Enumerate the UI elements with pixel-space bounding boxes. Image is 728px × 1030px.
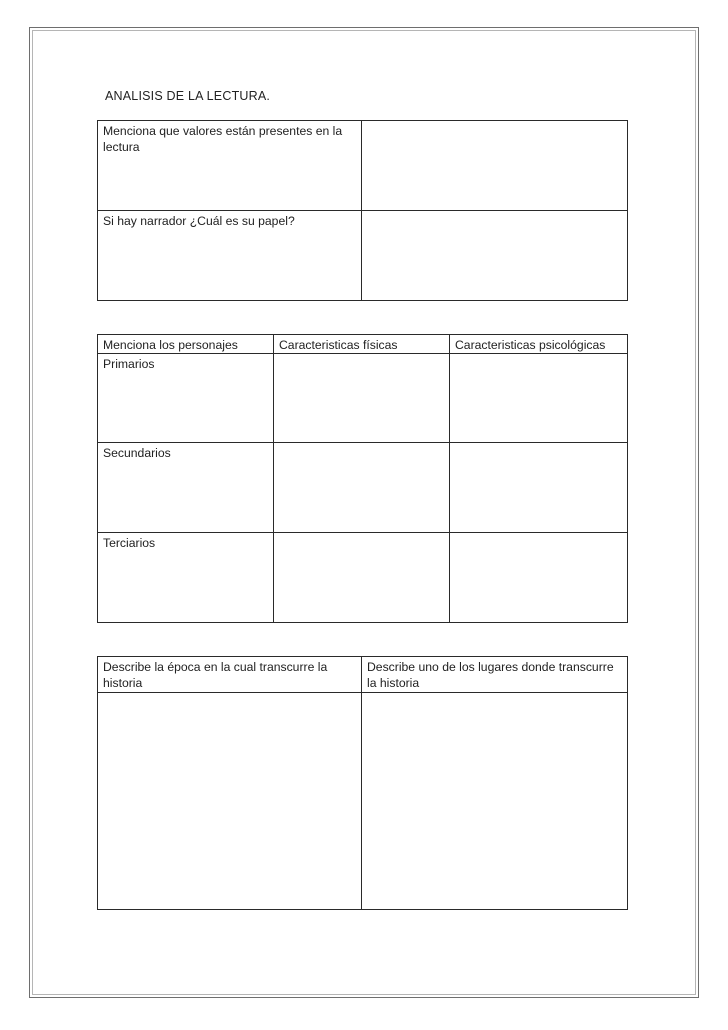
primary-psychological-cell[interactable] — [450, 354, 628, 443]
row-label-tertiary: Terciarios — [98, 533, 274, 623]
characters-table — [97, 334, 628, 623]
header-place: Describe uno de los lugares donde transcurre la historia — [362, 657, 628, 693]
values-narrator-table — [97, 120, 628, 301]
table-row — [98, 121, 628, 211]
row-label-secondary: Secundarios — [98, 443, 274, 533]
table-row — [98, 354, 628, 443]
setting-table — [97, 656, 628, 910]
row-label-primary: Primarios — [98, 354, 274, 443]
table-row — [98, 533, 628, 623]
values-prompt-cell: Menciona que valores están presentes en la lectura — [98, 121, 362, 211]
header-epoch: Describe la época en la cual transcurre la historia — [98, 657, 362, 693]
tertiary-psychological-cell[interactable] — [450, 533, 628, 623]
table-row — [98, 211, 628, 301]
table-row — [98, 693, 628, 910]
table-header-row — [98, 335, 628, 354]
table-header-row — [98, 657, 628, 693]
primary-physical-cell[interactable] — [274, 354, 450, 443]
narrator-answer-cell[interactable] — [362, 211, 628, 301]
place-answer-cell[interactable] — [362, 693, 628, 910]
tertiary-physical-cell[interactable] — [274, 533, 450, 623]
table-row — [98, 443, 628, 533]
epoch-answer-cell[interactable] — [98, 693, 362, 910]
document-title: ANALISIS DE LA LECTURA. — [105, 89, 271, 103]
header-characters: Menciona los personajes — [98, 335, 274, 354]
narrator-prompt-cell: Si hay narrador ¿Cuál es su papel? — [98, 211, 362, 301]
secondary-physical-cell[interactable] — [274, 443, 450, 533]
header-psychological-traits: Caracteristicas psicológicas — [450, 335, 628, 354]
header-physical-traits: Caracteristicas físicas — [274, 335, 450, 354]
values-answer-cell[interactable] — [362, 121, 628, 211]
secondary-psychological-cell[interactable] — [450, 443, 628, 533]
